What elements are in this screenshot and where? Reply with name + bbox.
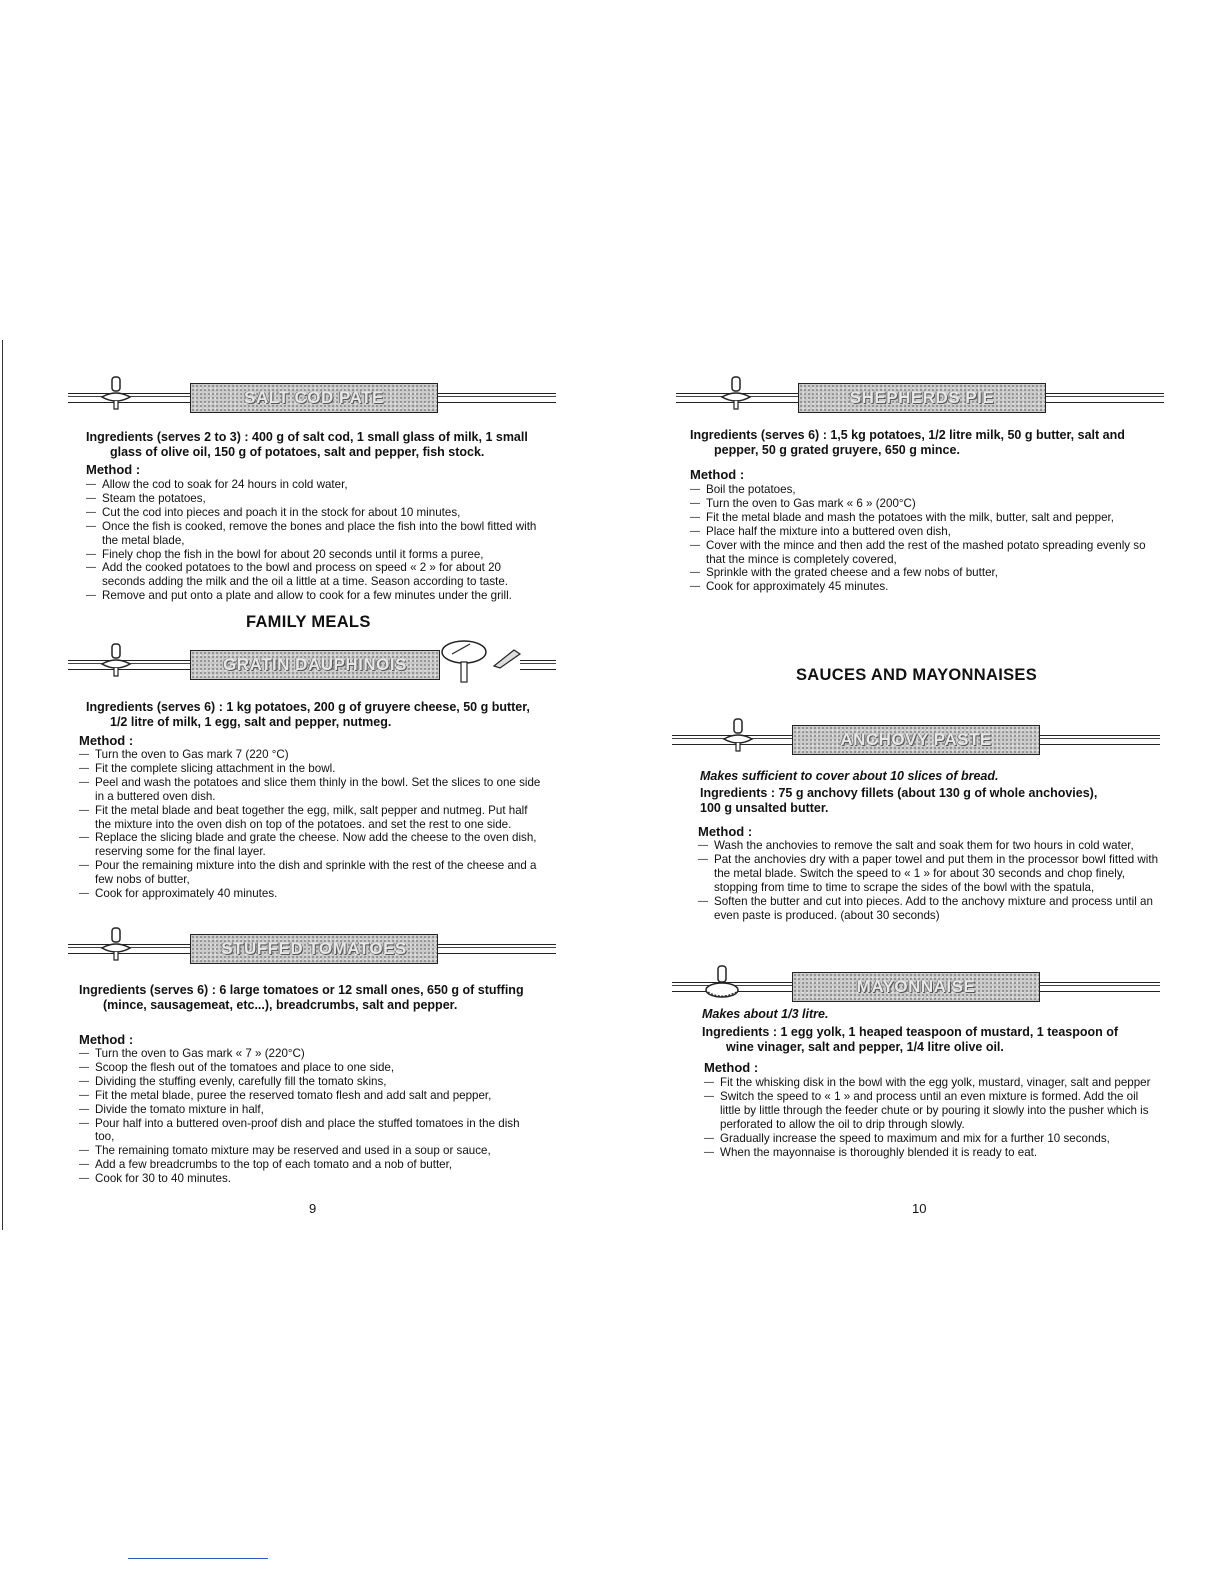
salt-cod-banner	[68, 383, 556, 413]
tomatoes-ingredients	[79, 983, 555, 1013]
method-step: — Cook for approximately 45 minutes.	[690, 580, 1150, 594]
anchovy-steps	[698, 839, 1160, 922]
method-step: — Gradually increase the speed to maximum and mix for a further 10 seconds,	[704, 1132, 1162, 1146]
method-step: — The remaining tomato mixture may be reserved and used in a soup or sauce,	[79, 1144, 541, 1158]
tomatoes-title: STUFFED TOMATOES	[221, 939, 407, 958]
gratin-banner	[68, 650, 556, 680]
blade-icon	[716, 375, 756, 415]
bottom-underline-mark	[128, 1558, 268, 1559]
banner-title-box	[792, 725, 1040, 755]
method-step: — Pour the remaining mixture into the dish and sprinkle with the rest of the cheese and a few nobs of butter,	[79, 859, 541, 887]
ingredients-line-2: pepper, 50 g grated gruyere, 650 g mince.	[714, 443, 960, 457]
gratin-steps	[79, 748, 541, 901]
tomatoes-method-label: Method :	[79, 1032, 134, 1047]
method-step: — Add the cooked potatoes to the bowl and process on speed « 2 » for about 20 seconds adding the milk and the oil a little at a time. Season according to taste.	[86, 561, 546, 589]
ingredients-line-2: glass of olive oil, 150 g of potatoes, salt and pepper, fish stock.	[110, 445, 485, 459]
anchovy-title: ANCHOVY PASTE	[840, 730, 992, 749]
ingredients-line-1: Ingredients (serves 6) : 6 large tomatoes or 12 small ones, 650 g of stuffing	[79, 983, 524, 997]
anchovy-banner	[672, 725, 1160, 755]
banner-title-box	[792, 972, 1040, 1002]
sauces-heading: SAUCES AND MAYONNAISES	[796, 666, 1037, 684]
method-step: — Remove and put onto a plate and allow to cook for a few minutes under the grill.	[86, 589, 546, 603]
method-step: — Pat the anchovies dry with a paper towel and put them in the processor bowl fitted with the metal blade. Switch the speed to « 1 » for about 30 seconds and chop finely, stopping from time to time to scrape the sides of the bowl with the spatula,	[698, 853, 1160, 895]
shepherds-banner	[676, 383, 1164, 413]
method-step: — Cook for approximately 40 minutes.	[79, 887, 541, 901]
ingredients-line-2: 100 g unsalted butter.	[700, 801, 829, 815]
method-step: — Finely chop the fish in the bowl for about 20 seconds until it forms a puree,	[86, 548, 546, 562]
method-step: — Divide the tomato mixture in half,	[79, 1103, 541, 1117]
method-step: — When the mayonnaise is thoroughly blended it is ready to eat.	[704, 1146, 1162, 1160]
gratin-title: GRATIN DAUPHINOIS	[223, 655, 407, 674]
page-number-right: 10	[912, 1201, 927, 1216]
banner-title-box	[190, 383, 438, 413]
gratin-ingredients	[86, 700, 556, 730]
ingredients-line-2: (mince, sausagemeat, etc...), breadcrumbs, salt and pepper.	[103, 998, 458, 1012]
ingredients-line-1: Ingredients (serves 6) : 1,5 kg potatoes, 1/2 litre milk, 50 g butter, salt and	[690, 428, 1125, 442]
blade-icon	[96, 642, 136, 682]
method-step: — Allow the cod to soak for 24 hours in cold water,	[86, 478, 546, 492]
tomatoes-banner	[68, 934, 556, 964]
salt-cod-ingredients	[86, 430, 556, 460]
ingredients-line-2: wine vinager, salt and pepper, 1/4 litre olive oil.	[726, 1040, 1004, 1054]
salt-cod-title: SALT COD PATE	[244, 388, 384, 407]
method-step: — Fit the whisking disk in the bowl with the egg yolk, mustard, vinager, salt and pepper	[704, 1076, 1162, 1090]
ingredients-line-1: Ingredients : 1 egg yolk, 1 heaped teaspoon of mustard, 1 teaspoon of	[702, 1025, 1119, 1039]
family-meals-heading: FAMILY MEALS	[246, 613, 371, 631]
banner-rail	[438, 393, 556, 403]
left-margin-line	[2, 340, 3, 1230]
shepherds-ingredients	[690, 428, 1160, 458]
mayonnaise-title: MAYONNAISE	[856, 977, 976, 996]
method-step: — Peel and wash the potatoes and slice them thinly in the bowl. Set the slices to one side in a buttered oven dish.	[79, 776, 541, 804]
banner-rail	[520, 660, 556, 670]
banner-title-box	[190, 650, 440, 680]
method-step: — Pour half into a buttered oven-proof dish and place the stuffed tomatoes in the dish too,	[79, 1117, 541, 1145]
shepherds-title: SHEPHERDS PIE	[849, 388, 995, 407]
method-step: — Soften the butter and cut into pieces. Add to the anchovy mixture and process until an even paste is produced. (about 30 seconds)	[698, 895, 1160, 923]
banner-title-box	[798, 383, 1046, 413]
shepherds-method-label: Method :	[690, 467, 745, 482]
ingredients-line-1: Ingredients (serves 6) : 1 kg potatoes, 200 g of gruyere cheese, 50 g butter,	[86, 700, 530, 714]
blade-icon	[718, 717, 758, 757]
method-step: — Fit the metal blade and mash the potatoes with the milk, butter, salt and pepper,	[690, 511, 1150, 525]
mayonnaise-banner	[672, 972, 1160, 1002]
method-step: — Fit the metal blade and beat together the egg, milk, salt pepper and nutmeg. Put half the mixture into the oven dish on top of the potatoes. and set the rest to one side.	[79, 804, 541, 832]
ingredients-line-1: Ingredients (serves 2 to 3) : 400 g of salt cod, 1 small glass of milk, 1 small	[86, 430, 528, 444]
method-step: — Turn the oven to Gas mark « 7 » (220°C)	[79, 1047, 541, 1061]
method-step: — Cut the cod into pieces and poach it in the stock for about 10 minutes,	[86, 506, 546, 520]
tomatoes-steps	[79, 1047, 541, 1186]
anchovy-yield-note: Makes sufficient to cover about 10 slices of bread.	[700, 769, 999, 783]
mayonnaise-ingredients	[702, 1025, 1162, 1055]
method-step: — Turn the oven to Gas mark « 6 » (200°C)	[690, 497, 1150, 511]
salt-cod-method-label: Method :	[86, 462, 141, 477]
grater-blade-icon	[492, 646, 522, 670]
method-step: — Dividing the stuffing evenly, carefully fill the tomato skins,	[79, 1075, 541, 1089]
ingredients-line-2: 1/2 litre of milk, 1 egg, salt and pepper, nutmeg.	[110, 715, 392, 729]
method-step: — Steam the potatoes,	[86, 492, 546, 506]
ingredients-line-1: Ingredients : 75 g anchovy fillets (about 130 g of whole anchovies),	[700, 786, 1098, 800]
mayonnaise-method-label: Method :	[704, 1060, 759, 1075]
page-number-left: 9	[309, 1201, 317, 1216]
whisk-disk-icon	[702, 964, 742, 1004]
method-step: — Cook for 30 to 40 minutes.	[79, 1172, 541, 1186]
banner-rail	[438, 944, 556, 954]
blade-icon	[96, 375, 136, 415]
method-step: — Scoop the flesh out of the tomatoes and place to one side,	[79, 1061, 541, 1075]
banner-rail	[1040, 735, 1160, 745]
anchovy-ingredients	[700, 786, 1160, 816]
salt-cod-steps	[86, 478, 546, 603]
shepherds-steps	[690, 483, 1150, 594]
mayonnaise-steps	[704, 1076, 1162, 1159]
banner-rail	[1046, 393, 1164, 403]
method-step: — Switch the speed to « 1 » and process until an even mixture is formed. Add the oil little by little through the feeder chute or by pouring it slowly into the pusher which is perforated to allow the oil to drip through slowly.	[704, 1090, 1162, 1132]
method-step: — Turn the oven to Gas mark 7 (220 °C)	[79, 748, 541, 762]
method-step: — Sprinkle with the grated cheese and a few nobs of butter,	[690, 566, 1150, 580]
method-step: — Place half the mixture into a buttered oven dish,	[690, 525, 1150, 539]
method-step: — Once the fish is cooked, remove the bones and place the fish into the bowl fitted with the metal blade,	[86, 520, 546, 548]
method-step: — Add a few breadcrumbs to the top of each tomato and a nob of butter,	[79, 1158, 541, 1172]
slicing-disk-icon	[440, 638, 490, 686]
method-step: — Fit the metal blade, puree the reserved tomato flesh and add salt and pepper,	[79, 1089, 541, 1103]
mayonnaise-yield-note: Makes about 1/3 litre.	[702, 1007, 829, 1021]
method-step: — Wash the anchovies to remove the salt and soak them for two hours in cold water,	[698, 839, 1160, 853]
method-step: — Cover with the mince and then add the rest of the mashed potato spreading evenly so that the mince is completely covered,	[690, 539, 1150, 567]
banner-title-box	[190, 934, 438, 964]
banner-rail	[1040, 982, 1160, 992]
anchovy-method-label: Method :	[698, 824, 753, 839]
gratin-method-label: Method :	[79, 733, 134, 748]
method-step: — Boil the potatoes,	[690, 483, 1150, 497]
blade-icon	[96, 926, 136, 966]
method-step: — Replace the slicing blade and grate the cheese. Now add the cheese to the oven dish, reserving some for the final layer.	[79, 831, 541, 859]
method-step: — Fit the complete slicing attachment in the bowl.	[79, 762, 541, 776]
